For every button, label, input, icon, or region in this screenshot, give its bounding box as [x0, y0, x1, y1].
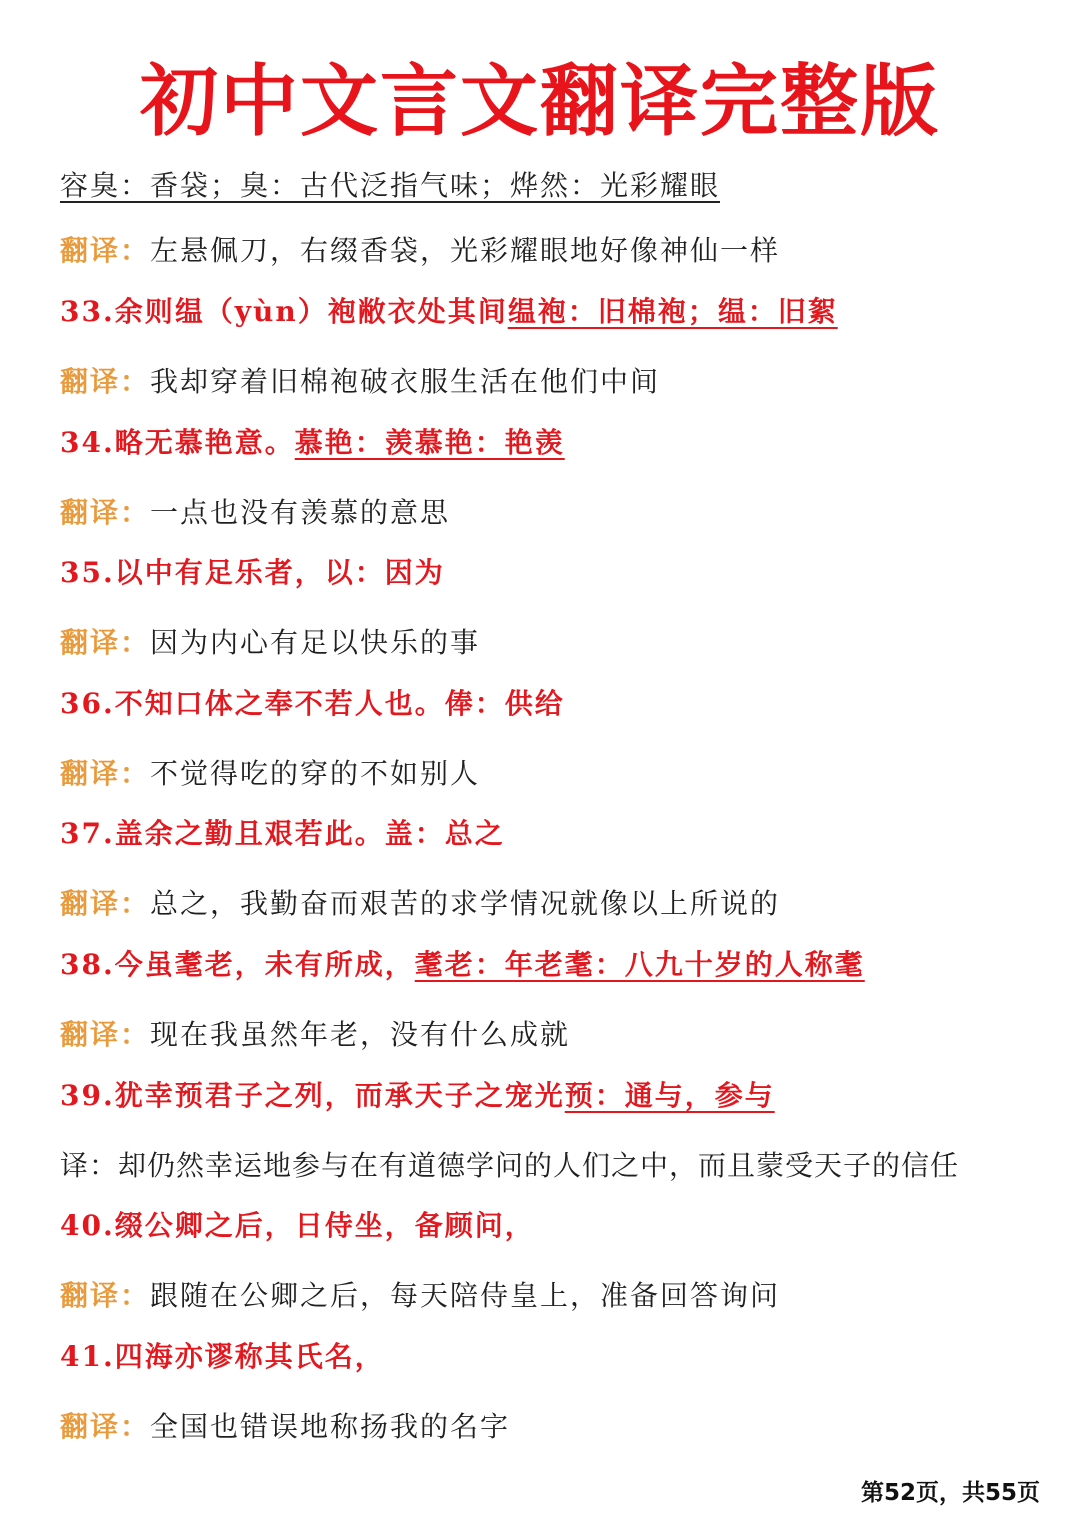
translation-label: 翻译：: [60, 1410, 151, 1443]
translation-text: 全国也错误地称扬我的名字: [150, 1410, 511, 1443]
translation-text: 一点也没有羡慕的意思: [150, 496, 451, 529]
entry-heading: [60, 1206, 535, 1246]
entry-text: 36.不知口体之奉不若人也。俸：供给: [60, 687, 565, 720]
entry-text: 33.余则缊（yùn）袍敝衣处其间: [60, 295, 508, 328]
entry-heading: [60, 814, 505, 854]
entry-text: 38.今虽耄老，未有所成，: [60, 948, 415, 981]
translation-label: 翻译：: [60, 365, 151, 398]
entry-heading: [60, 945, 865, 985]
entry-heading: [60, 1337, 385, 1377]
translation-line: [60, 1407, 510, 1447]
translation-text: 因为内心有足以快乐的事: [150, 626, 481, 659]
page-title: 初中文言文翻译完整版: [139, 57, 940, 147]
translation-label: 翻译：: [60, 887, 151, 920]
translation-line: [60, 493, 450, 533]
entry-gloss: 缊袍：旧棉袍；缊：旧絮: [507, 295, 838, 328]
translation-text: 左悬佩刀，右缀香袋，光彩耀眼地好像神仙一样: [150, 234, 781, 267]
translation-label: 翻译：: [60, 234, 151, 267]
translation-line: [60, 1276, 780, 1316]
translation-text: 我却穿着旧棉袍破衣服生活在他们中间: [150, 365, 661, 398]
page-number: 第52页，共55页: [860, 1480, 1040, 1506]
translation-label: 翻译：: [60, 757, 151, 790]
translation-line: [60, 1146, 959, 1186]
translation-label: 翻译：: [60, 496, 151, 529]
translation-text: 跟随在公卿之后，每天陪侍皇上，准备回答询问: [150, 1279, 781, 1312]
entry-heading: [60, 553, 445, 593]
entry-text: 37.盖余之勤且艰若此。盖：总之: [60, 817, 505, 850]
translation-label: 翻译：: [60, 1018, 151, 1051]
translation-text: 却仍然幸运地参与在有道德学问的人们之中，而且蒙受天子的信任: [118, 1149, 960, 1182]
translation-text: 总之，我勤奋而艰苦的求学情况就像以上所说的: [150, 887, 781, 920]
entry-gloss: 预：通与，参与: [564, 1079, 775, 1112]
translation-label-short: 译：: [60, 1149, 119, 1182]
translation-line: [60, 623, 480, 663]
entry-heading: [60, 292, 838, 332]
translation-text: 不觉得吃的穿的不如别人: [150, 757, 481, 790]
entry-gloss: 慕艳：羡慕艳：艳羡: [294, 426, 565, 459]
translation-line: [60, 362, 660, 402]
entry-text: 41.四海亦谬称其氏名，: [60, 1340, 385, 1373]
translation-line: [60, 754, 480, 794]
translation-label: 翻译：: [60, 1279, 151, 1312]
entry-gloss: 耄老：年老耄：八九十岁的人称耄: [414, 948, 865, 981]
entry-heading: [60, 684, 565, 724]
translation-label: 翻译：: [60, 626, 151, 659]
translation-line: [60, 884, 780, 924]
entry-heading: [60, 423, 565, 463]
translation-line: [60, 231, 780, 271]
note-line: 容臭：香袋；臭：古代泛指气味；烨然：光彩耀眼: [60, 169, 721, 202]
translation-line: [60, 1015, 570, 1055]
entry-heading: [60, 1076, 775, 1116]
entry-text: 35.以中有足乐者，以：因为: [60, 556, 445, 589]
entry-text: 34.略无慕艳意。: [60, 426, 295, 459]
translation-text: 现在我虽然年老，没有什么成就: [150, 1018, 571, 1051]
entry-text: 40.缀公卿之后，日侍坐，备顾问，: [60, 1209, 535, 1242]
entry-text: 39.犹幸预君子之列，而承天子之宠光: [60, 1079, 565, 1112]
